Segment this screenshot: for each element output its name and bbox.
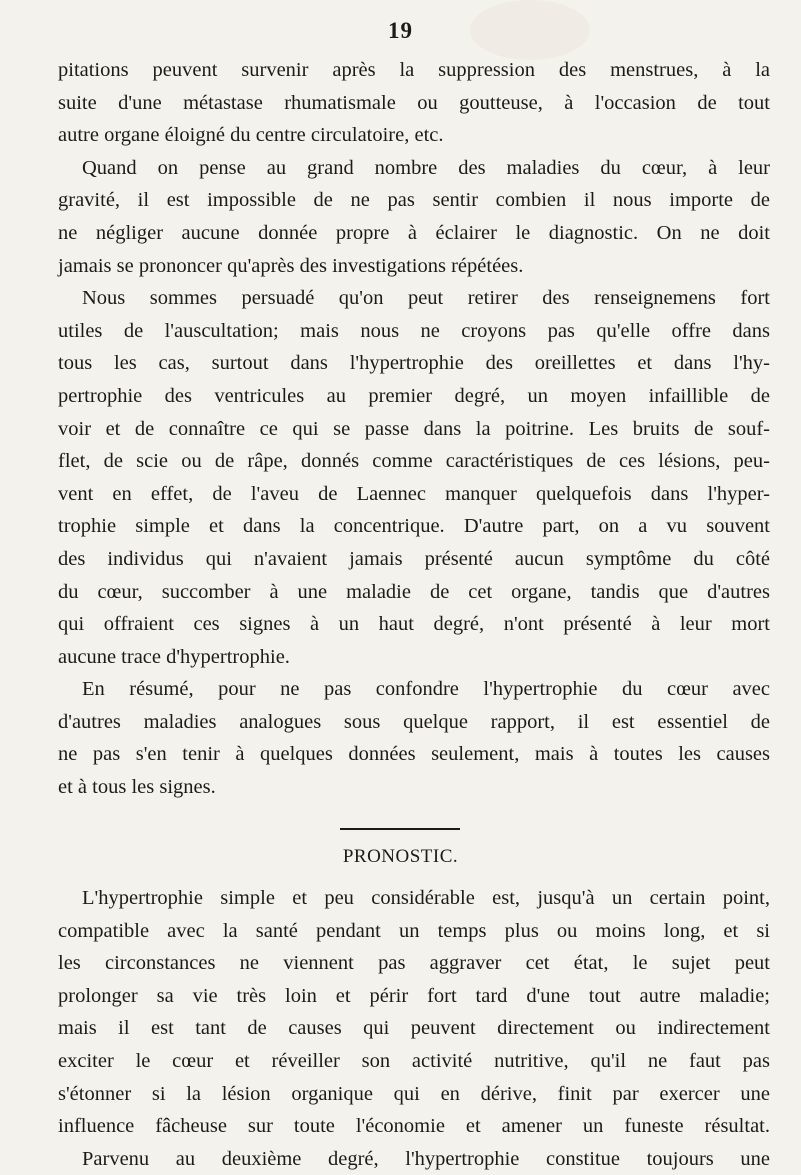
text-line: d'autres maladies analogues sous quelque rapport, il est essentiel de [58, 710, 770, 733]
text-line: jamais se prononcer qu'après des investigations répétées. [58, 254, 524, 277]
text-line: gravité, il est impossible de ne pas sentir combien il nous importe de [58, 189, 770, 212]
text-line: exciter le cœur et réveiller son activité nutritive, qu'il ne faut pas [58, 1049, 770, 1072]
page-number: 19 [388, 18, 413, 43]
text-line: En résumé, pour ne pas confondre l'hypertrophie du cœur avec [82, 678, 770, 701]
text-line: utiles de l'auscultation; mais nous ne croyons pas qu'elle offre dans [58, 319, 770, 342]
text-line: ne pas s'en tenir à quelques données seulement, mais à toutes les causes [58, 743, 770, 766]
text-line: Parvenu au deuxième degré, l'hypertrophie constitue toujours une [82, 1147, 770, 1170]
text-line: mais il est tant de causes qui peuvent directement ou indirectement [58, 1017, 770, 1040]
text-line: autre organe éloigné du centre circulatoire, etc. [58, 124, 444, 147]
body-text-block-1 [58, 54, 770, 804]
text-line: les circonstances ne viennent pas aggraver cet état, le sujet peut [58, 952, 770, 975]
text-line: Nous sommes persuadé qu'on peut retirer des renseignemens fort [82, 287, 770, 310]
text-line: pertrophie des ventricules au premier degré, un moyen infaillible de [58, 384, 770, 407]
text-line: L'hypertrophie simple et peu considérable est, jusqu'à un certain point, [82, 887, 770, 909]
text-line: Quand on pense au grand nombre des maladies du cœur, à leur [82, 156, 770, 179]
text-line: et à tous les signes. [58, 776, 216, 799]
text-line: suite d'une métastase rhumatismale ou goutteuse, à l'occasion de tout [58, 91, 770, 114]
text-line: influence fâcheuse sur toute l'économie et amener un funeste résultat. [58, 1115, 770, 1138]
text-line: pitations peuvent survenir après la suppression des menstrues, à la [58, 59, 770, 81]
text-line: prolonger sa vie très loin et périr fort tard d'une tout autre maladie; [58, 984, 770, 1007]
text-line: compatible avec la santé pendant un temps plus ou moins long, et si [58, 919, 770, 942]
text-line: des individus qui n'avaient jamais présenté aucun symptôme du côté [58, 547, 770, 570]
body-text-block-2 [58, 882, 770, 1175]
text-line: voir et de connaître ce qui se passe dans la poitrine. Les bruits de souf- [58, 417, 770, 440]
text-line: vent en effet, de l'aveu de Laennec manquer quelquefois dans l'hyper- [58, 482, 770, 505]
text-line: ne négliger aucune donnée propre à éclairer le diagnostic. On ne doit [58, 221, 770, 244]
section-heading: PRONOSTIC. [342, 846, 459, 867]
text-line: trophie simple et dans la concentrique. D'autre part, on a vu souvent [58, 515, 770, 538]
text-line: aucune trace d'hypertrophie. [58, 645, 290, 668]
text-line: tous les cas, surtout dans l'hypertrophie des oreillettes et dans l'hy- [58, 352, 770, 375]
text-line: flet, de scie ou de râpe, donnés comme caractéristiques de ces lésions, peu- [58, 450, 770, 473]
text-line: s'étonner si la lésion organique qui en dérive, finit par exercer une [58, 1082, 770, 1105]
text-line: du cœur, succomber à une maladie de cet organe, tandis que d'autres [58, 580, 770, 603]
text-line: qui offraient ces signes à un haut degré, n'ont présenté à leur mort [58, 613, 770, 636]
section-divider [340, 828, 460, 830]
